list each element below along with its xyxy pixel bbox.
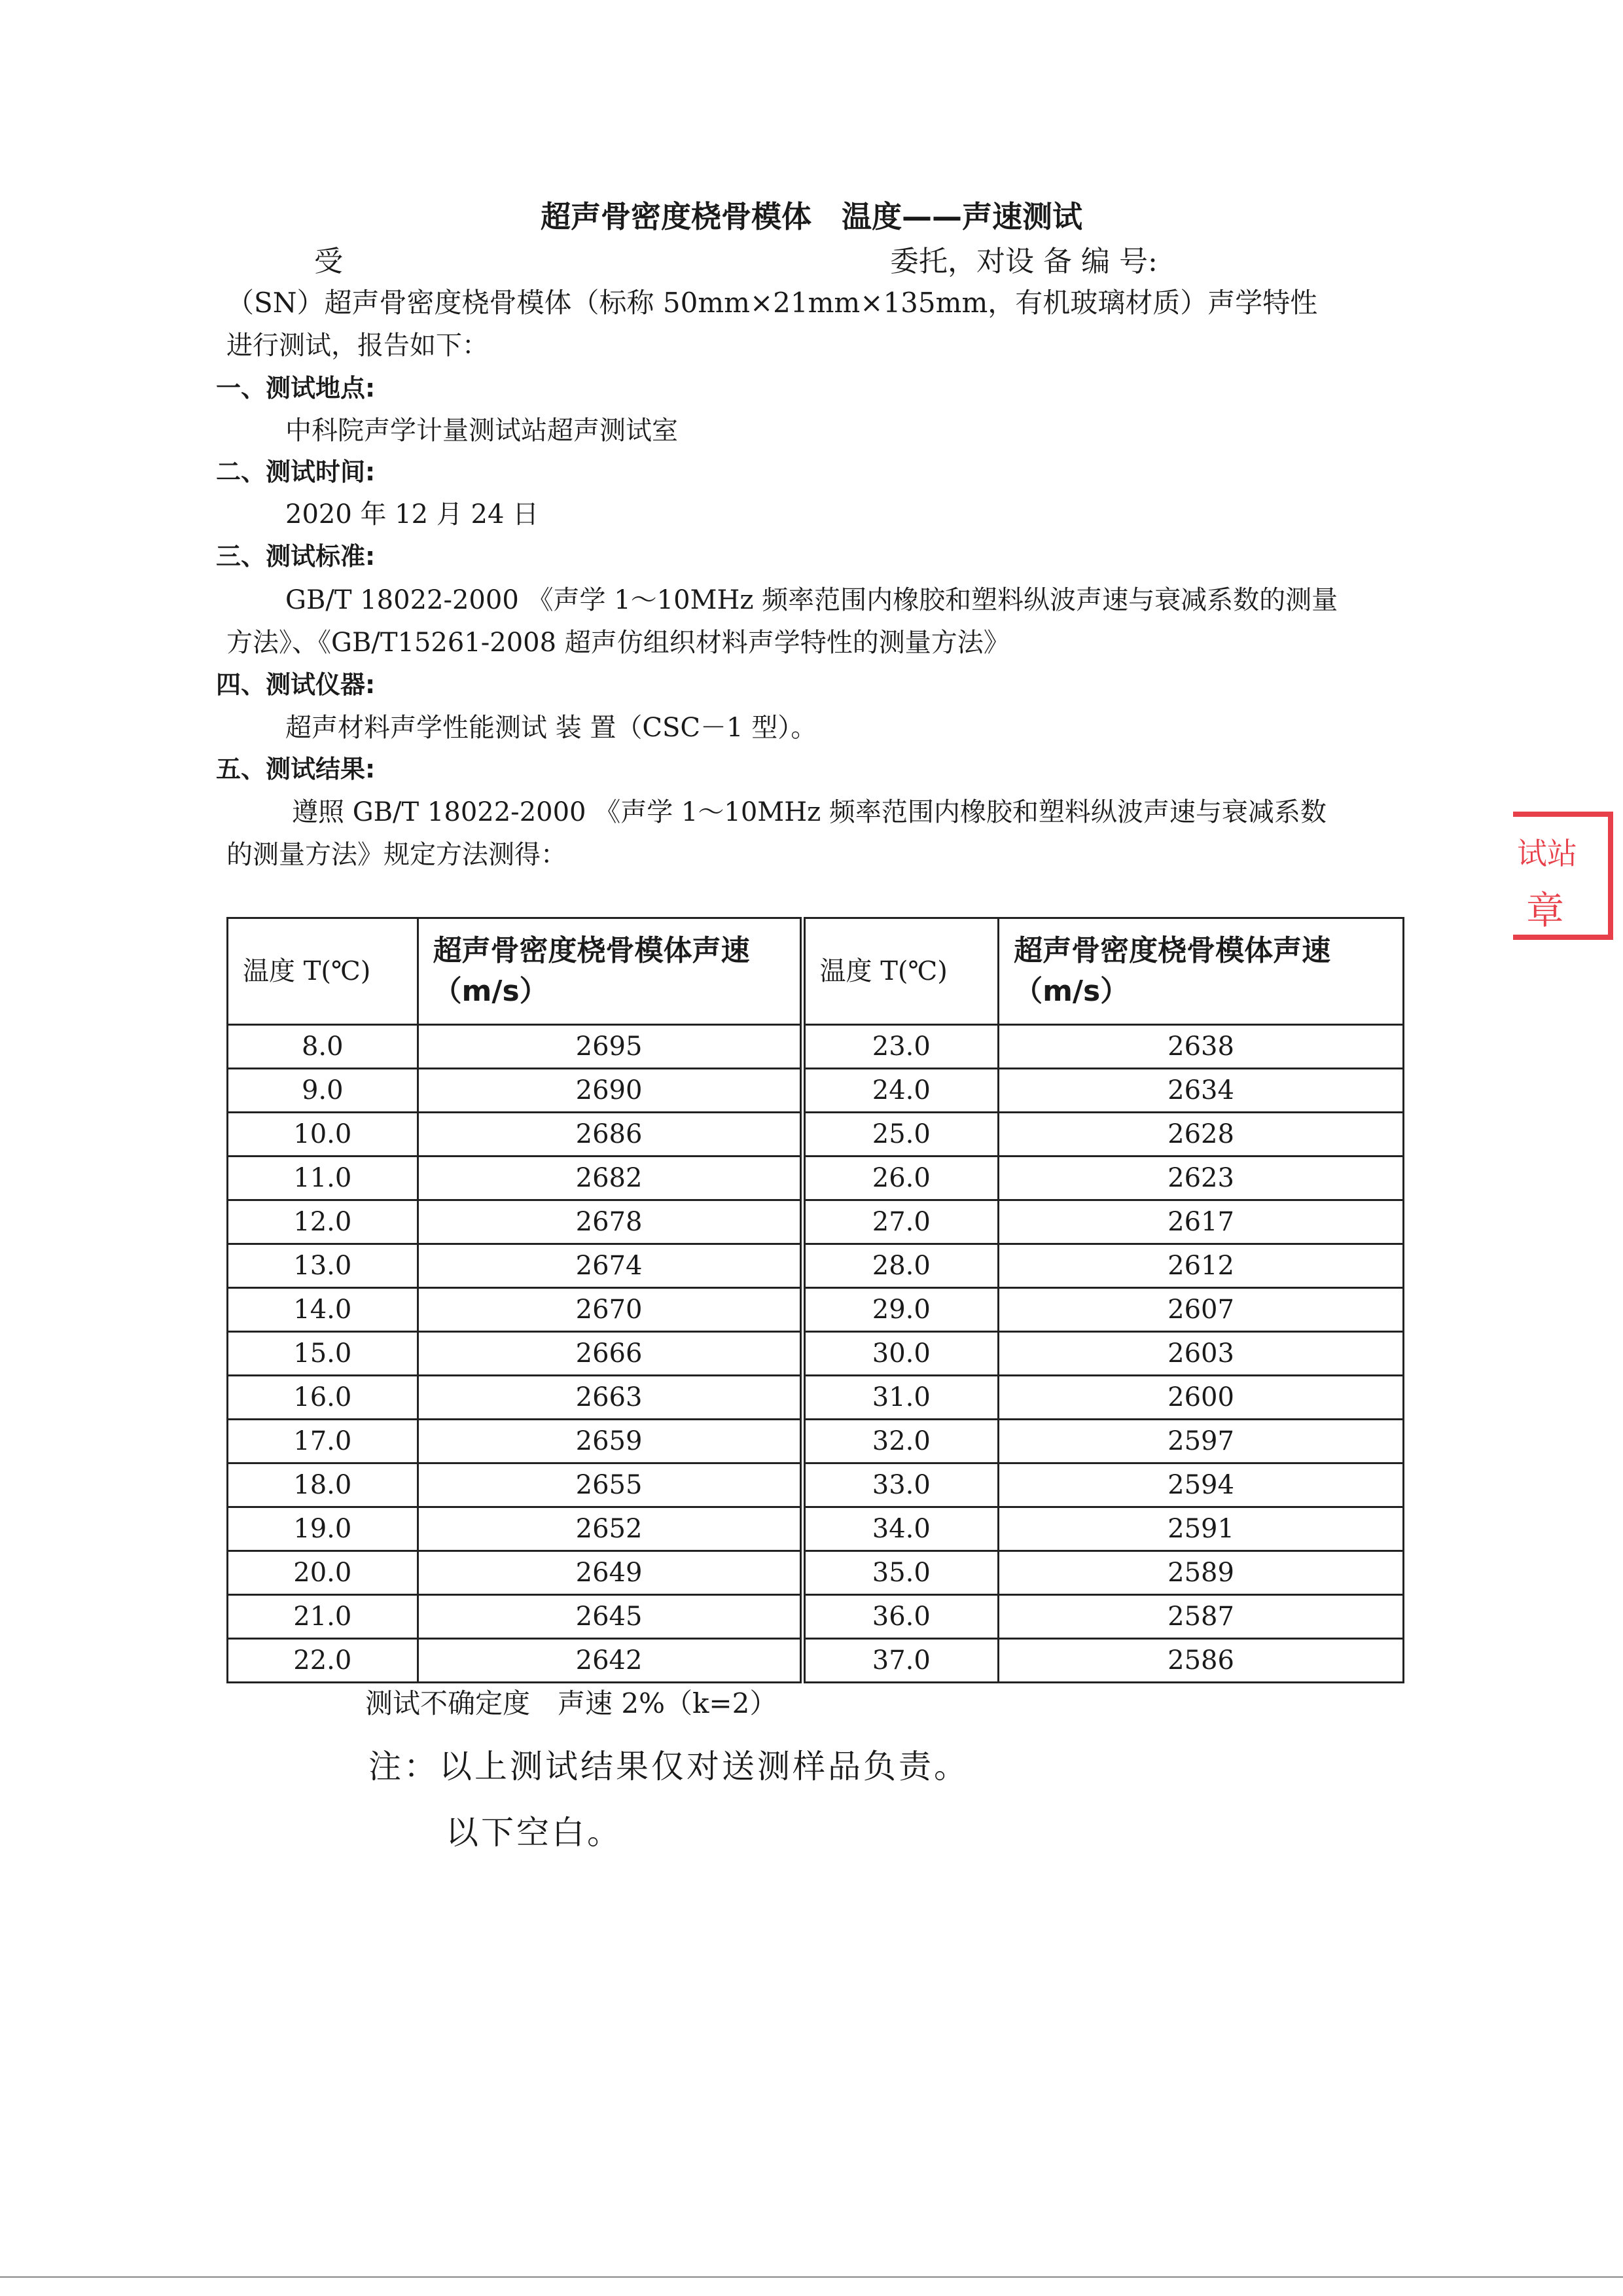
page-bottom-rule <box>0 2276 1623 2278</box>
speed-cell: 2589 <box>999 1551 1404 1595</box>
table-row <box>228 1069 1404 1113</box>
temperature-cell: 22.0 <box>228 1639 418 1683</box>
table-row <box>228 1157 1404 1200</box>
speed-cell: 2607 <box>999 1288 1404 1332</box>
speed-cell: 2642 <box>418 1639 802 1683</box>
speed-cell: 2634 <box>999 1069 1404 1113</box>
intro-sample: （SN）超声骨密度桡骨模体（标称 50mm×21mm×135mm，有机玻璃材质）声学特性 <box>226 287 1318 319</box>
section-body: 遵照 GB/T 18022-2000 《声学 1～10MHz 频率范围内橡胶和塑料纵波声速与衰减系数 <box>292 797 1327 827</box>
speed-cell: 2678 <box>418 1200 802 1244</box>
red-seal-stamp <box>1513 812 1613 940</box>
speed-cell: 2652 <box>418 1507 802 1551</box>
temperature-cell: 26.0 <box>802 1157 999 1200</box>
temperature-cell: 33.0 <box>802 1463 999 1507</box>
speed-cell: 2682 <box>418 1157 802 1200</box>
temperature-cell: 11.0 <box>228 1157 418 1200</box>
temperature-cell: 20.0 <box>228 1551 418 1595</box>
temperature-cell: 9.0 <box>228 1069 418 1113</box>
section-heading: 三、测试标准: <box>216 542 376 571</box>
speed-cell: 2659 <box>418 1420 802 1463</box>
temperature-cell: 32.0 <box>802 1420 999 1463</box>
speed-cell: 2645 <box>418 1595 802 1639</box>
speed-cell: 2690 <box>418 1069 802 1113</box>
section-body: 2020 年 12 月 24 日 <box>285 499 539 529</box>
speed-cell: 2623 <box>999 1157 1404 1200</box>
stamp-text: 试站 <box>1517 836 1577 871</box>
speed-cell: 2663 <box>418 1376 802 1420</box>
temperature-cell: 29.0 <box>802 1288 999 1332</box>
temperature-cell: 18.0 <box>228 1463 418 1507</box>
header-speed: 超声骨密度桡骨模体声速（m/s） <box>418 918 802 1025</box>
temperature-cell: 13.0 <box>228 1244 418 1288</box>
temperature-cell: 34.0 <box>802 1507 999 1551</box>
speed-cell: 2603 <box>999 1332 1404 1376</box>
speed-cell: 2695 <box>418 1025 802 1069</box>
temperature-cell: 31.0 <box>802 1376 999 1420</box>
speed-cell: 2600 <box>999 1376 1404 1420</box>
speed-cell: 2612 <box>999 1244 1404 1288</box>
results-table <box>226 917 1404 1683</box>
temperature-cell: 36.0 <box>802 1595 999 1639</box>
temperature-cell: 28.0 <box>802 1244 999 1288</box>
section-body: GB/T 18022-2000 《声学 1～10MHz 频率范围内橡胶和塑料纵波声速与衰减系数的测量 <box>285 585 1338 615</box>
table-row <box>228 1507 1404 1551</box>
speed-cell: 2670 <box>418 1288 802 1332</box>
temperature-cell: 27.0 <box>802 1200 999 1244</box>
table-row <box>228 1420 1404 1463</box>
temperature-cell: 15.0 <box>228 1332 418 1376</box>
temperature-cell: 8.0 <box>228 1025 418 1069</box>
stamp-text: 章 <box>1526 888 1565 933</box>
speed-cell: 2666 <box>418 1332 802 1376</box>
section-body: 方法》、《GB/T15261-2008 超声仿组织材料声学特性的测量方法》 <box>226 628 1010 658</box>
intro-recipient: 受 <box>314 245 343 278</box>
table-row <box>228 1332 1404 1376</box>
section-body: 的测量方法》规定方法测得： <box>226 840 567 870</box>
speed-cell: 2617 <box>999 1200 1404 1244</box>
speed-cell: 2597 <box>999 1420 1404 1463</box>
header-speed: 超声骨密度桡骨模体声速（m/s） <box>999 918 1404 1025</box>
table-row <box>228 1639 1404 1683</box>
section-heading: 五、测试结果: <box>216 755 376 783</box>
section-body: 超声材料声学性能测试 装 置（CSC－1 型）。 <box>285 713 817 743</box>
speed-cell: 2638 <box>999 1025 1404 1069</box>
table-row <box>228 1113 1404 1157</box>
temperature-cell: 23.0 <box>802 1025 999 1069</box>
speed-cell: 2674 <box>418 1244 802 1288</box>
speed-cell: 2686 <box>418 1113 802 1157</box>
intro-device-number: 委托，对设 备 编 号: <box>890 245 1158 278</box>
temperature-cell: 10.0 <box>228 1113 418 1157</box>
table-row <box>228 1200 1404 1244</box>
temperature-cell: 35.0 <box>802 1551 999 1595</box>
section-heading: 一、测试地点: <box>216 374 376 403</box>
temperature-cell: 14.0 <box>228 1288 418 1332</box>
speed-cell: 2594 <box>999 1463 1404 1507</box>
header-temp: 温度 T(℃) <box>228 918 418 1025</box>
table-row <box>228 1463 1404 1507</box>
temperature-cell: 16.0 <box>228 1376 418 1420</box>
intro-line3: 进行测试，报告如下： <box>226 331 488 361</box>
header-temp: 温度 T(℃) <box>802 918 999 1025</box>
speed-cell: 2655 <box>418 1463 802 1507</box>
temperature-cell: 19.0 <box>228 1507 418 1551</box>
speed-cell: 2628 <box>999 1113 1404 1157</box>
table-row <box>228 1288 1404 1332</box>
section-heading: 四、测试仪器: <box>216 670 376 699</box>
table-row <box>228 1551 1404 1595</box>
temperature-cell: 37.0 <box>802 1639 999 1683</box>
blank-below-note: 以下空白。 <box>446 1814 622 1852</box>
speed-cell: 2586 <box>999 1639 1404 1683</box>
table-row <box>228 1376 1404 1420</box>
temperature-cell: 30.0 <box>802 1332 999 1376</box>
temperature-cell: 17.0 <box>228 1420 418 1463</box>
temperature-cell: 21.0 <box>228 1595 418 1639</box>
table-row <box>228 1244 1404 1288</box>
speed-cell: 2649 <box>418 1551 802 1595</box>
table-row <box>228 1025 1404 1069</box>
section-heading: 二、测试时间: <box>216 457 376 486</box>
uncertainty-note: 测试不确定度 声速 2%（k=2） <box>365 1687 777 1719</box>
table-row <box>228 1595 1404 1639</box>
temperature-cell: 24.0 <box>802 1069 999 1113</box>
speed-cell: 2591 <box>999 1507 1404 1551</box>
page-title: 超声骨密度桡骨模体 温度——声速测试 <box>541 199 1082 234</box>
temperature-cell: 12.0 <box>228 1200 418 1244</box>
speed-cell: 2587 <box>999 1595 1404 1639</box>
temperature-cell: 25.0 <box>802 1113 999 1157</box>
disclaimer-note: 注：以上测试结果仅对送测样品负责。 <box>368 1748 969 1785</box>
section-body: 中科院声学计量测试站超声测试室 <box>285 416 678 446</box>
